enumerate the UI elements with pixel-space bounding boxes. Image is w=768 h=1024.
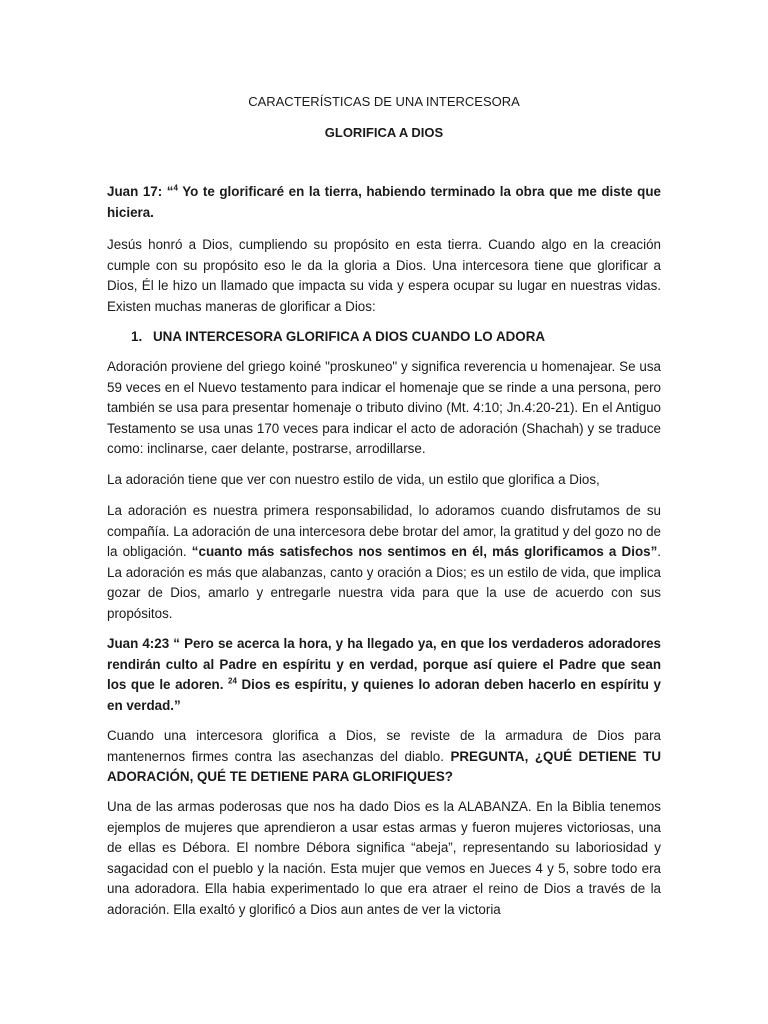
- armor-paragraph: [107, 726, 661, 788]
- paragraph-text-continued: . La adoración es más que alabanzas, canto y oración a Dios; es un estilo de vida, que implica gozar de Dios, amarlo y entregarle nuestra vida para que la use de acuerdo con sus propósitos.: [107, 544, 661, 621]
- alabanza-paragraph: Una de las armas poderosas que nos ha dado Dios es la ALABANZA. En la Biblia tenemos ejemplos de mujeres que aprendieron a usar estas armas y fueron mujeres victoriosas, una de ellas es Débora. El nombre Débora significa “abeja”, representando su laboriosidad y sagacidad con el pueblo y la nación. Esta mujer que vemos en Jueces 4 y 5, sobre todo era una adoradora. Ella habia experimentado lo que era atraer el reino de Dios a través de la adoración. Ella exaltó y glorificó a Dios aun antes de ver la victoria: [107, 799, 661, 917]
- verse-number: 4: [173, 183, 178, 193]
- section-heading-text: UNA INTERCESORA GLORIFICA A DIOS CUANDO LO ADORA: [153, 329, 546, 344]
- adoracion-definition-paragraph: Adoración proviene del griego koiné "proskuneo" y significa reverencia u homenajear. Se usa 59 veces en el Nuevo testamento para indicar el homenaje que se rinde a una persona, pero también se usa para presentar homenaje o tributo divino (Mt. 4:10; Jn.4:20-21). En el Antiguo Testamento se usa unas 170 veces para indicar el acto de adoración (Shachah) y se traduce como: inclinarse, caer delante, postrarse, arrodillarse.: [107, 359, 661, 456]
- section-number: 1.: [131, 329, 143, 344]
- verse-number: 24: [228, 676, 237, 686]
- document-title: CARACTERÍSTICAS DE UNA INTERCESORA: [248, 94, 520, 109]
- paragraph-text: La adoración es nuestra primera responsabilidad, lo adoramos cuando disfrutamos de su compañía. La adoración de una intercesora debe brotar del amor, la gratitud y del gozo no de la obligación.: [107, 503, 661, 559]
- verse-juan-4-23: [107, 634, 661, 716]
- lifestyle-paragraph: La adoración tiene que ver con nuestro estilo de vida, un estilo que glorifica a Dios,: [107, 472, 600, 487]
- paragraph-text: Cuando una intercesora glorifica a Dios, se reviste de la armadura de Dios para mantenernos firmes contra las asechanzas del diablo.: [107, 728, 661, 764]
- responsibility-paragraph: [107, 501, 661, 624]
- intro-paragraph: Jesús honró a Dios, cumpliendo su propósito en esta tierra. Cuando algo en la creación cumple con su propósito eso le da la gloria a Dios. Una intercesora tiene que glorificar a Dios, Él le hizo un llamado que impacta su vida y espera ocupar su lugar en nuestras vidas. Existen muchas maneras de glorificar a Dios:: [107, 237, 661, 314]
- question-text: PREGUNTA, ¿QUÉ DETIENE TU ADORACIÓN, QUÉ TE DETIENE PARA GLORIFIQUES?: [107, 748, 661, 784]
- verse-text: Juan 4:23 “ Pero se acerca la hora, y ha llegado ya, en que los verdaderos adoradores rendirán culto al Padre en espíritu y en verdad, porque así quiere el Padre que sean los que le adoren.: [107, 636, 661, 692]
- verse-text-continued: Dios es espíritu, y quienes lo adoran deben hacerlo en espíritu y en verdad.”: [107, 677, 661, 713]
- verse-ref: Juan 17: “: [107, 184, 174, 199]
- verse-text: Yo te glorificaré en la tierra, habiendo terminado la obra que me diste que hiciera.: [107, 184, 661, 220]
- document-subtitle: GLORIFICA A DIOS: [324, 125, 444, 140]
- bold-quote: “cuanto más satisfechos nos sentimos en él, más glorificamos a Dios”: [191, 544, 658, 559]
- section-heading-1: [131, 327, 545, 348]
- verse-juan-17: [107, 182, 661, 223]
